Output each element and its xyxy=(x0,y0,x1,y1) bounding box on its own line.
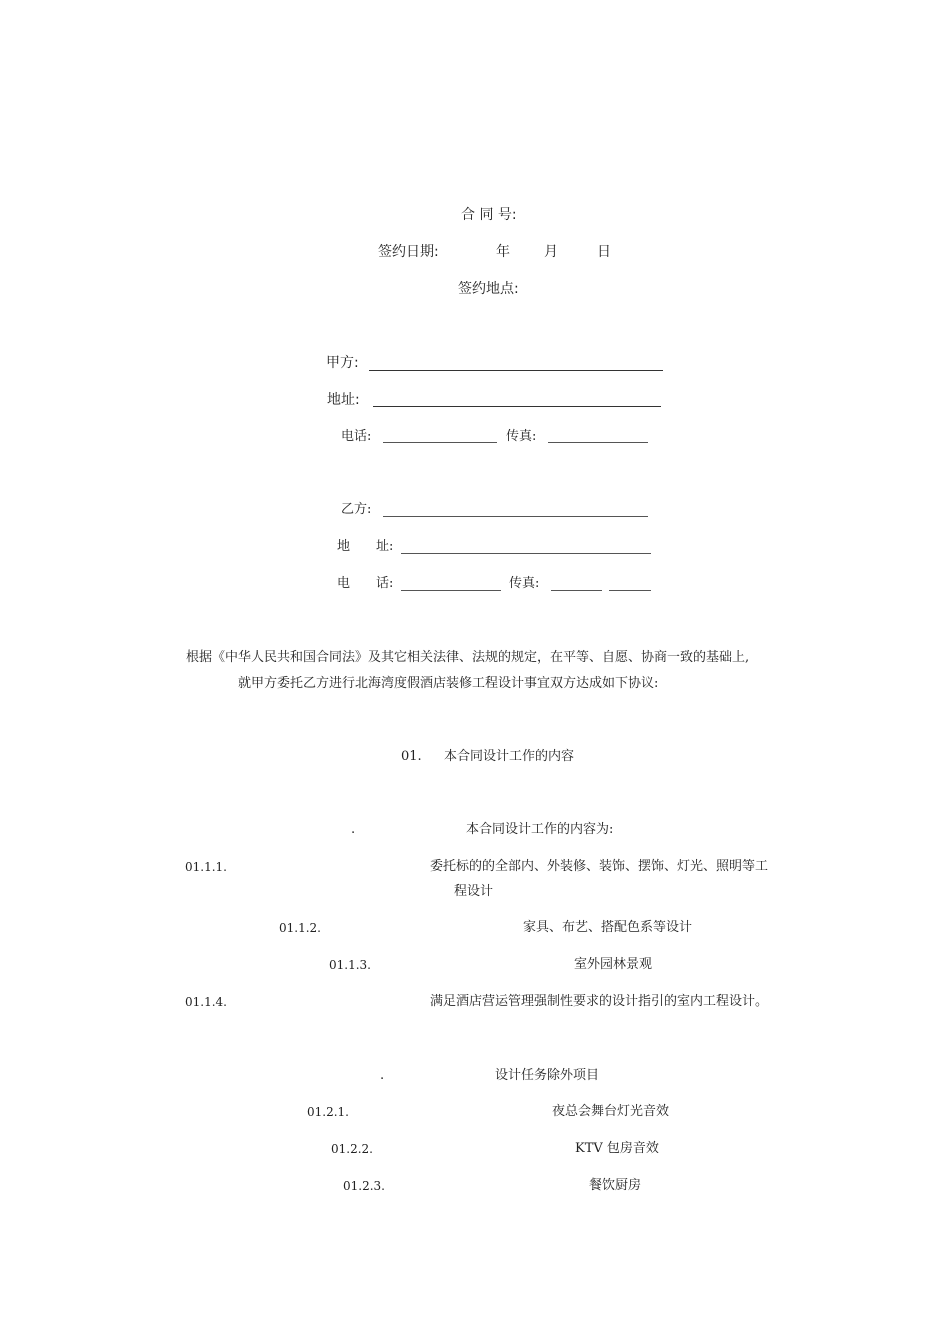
party-b-phone-label: 电 话: xyxy=(337,576,394,591)
sign-date-month: 月 xyxy=(544,244,558,260)
sign-place-label: 签约地点: xyxy=(458,281,519,297)
item-text: 室外园林景观 xyxy=(574,957,653,972)
party-b-name-blank xyxy=(383,516,648,517)
party-a-name-blank xyxy=(369,370,663,371)
section-1-title: 本合同设计工作的内容 xyxy=(444,749,575,764)
party-a-fax-label: 传真: xyxy=(506,429,537,444)
item-number: 01.1.3. xyxy=(329,958,371,972)
party-a-label: 甲方: xyxy=(326,355,359,371)
party-a-address-label: 地址: xyxy=(327,392,360,408)
party-b-address-blank xyxy=(401,553,651,554)
contract-number-label: 合 同 号: xyxy=(461,207,517,223)
party-a-phone-label: 电话: xyxy=(341,429,372,444)
party-b-fax-blank-1 xyxy=(551,590,602,591)
sub-2-title: 设计任务除外项目 xyxy=(495,1068,600,1083)
item-number: 01.2.1. xyxy=(307,1105,349,1119)
item-number: 01.2.2. xyxy=(331,1142,373,1156)
preamble-line-1: 根据《中华人民共和国合同法》及其它相关法律、法规的规定，在平等、自愿、协商一致的基础上, xyxy=(186,650,750,665)
sub-2-bullet: . xyxy=(380,1068,385,1083)
item-text-continued: 程设计 xyxy=(454,884,494,899)
party-b-address-label: 地 址: xyxy=(337,539,394,554)
party-b-phone-blank xyxy=(401,590,501,591)
party-a-fax-blank xyxy=(548,442,648,443)
sign-date-year: 年 xyxy=(496,244,510,260)
party-a-address-blank xyxy=(373,406,661,407)
party-a-phone-blank xyxy=(383,442,497,443)
party-b-label: 乙方: xyxy=(341,502,372,517)
item-text: 夜总会舞台灯光音效 xyxy=(552,1104,670,1119)
preamble-line-2: 就甲方委托乙方进行北海湾度假酒店装修工程设计事宜双方达成如下协议: xyxy=(238,676,659,691)
item-text: KTV 包房音效 xyxy=(575,1141,659,1156)
item-text: 家具、布艺、搭配色系等设计 xyxy=(523,920,693,935)
item-number: 01.2.3. xyxy=(343,1179,385,1193)
party-b-fax-blank-2 xyxy=(609,590,651,591)
sub-1-title: 本合同设计工作的内容为: xyxy=(466,822,614,837)
item-number: 01.1.1. xyxy=(185,860,227,874)
sign-date-label: 签约日期: xyxy=(378,244,439,260)
item-text: 餐饮厨房 xyxy=(589,1178,642,1193)
item-text: 委托标的的全部内、外装修、装饰、摆饰、灯光、照明等工 xyxy=(430,859,769,874)
item-number: 01.1.4. xyxy=(185,995,227,1009)
party-b-fax-label: 传真: xyxy=(509,576,540,591)
item-text: 满足酒店营运管理强制性要求的设计指引的室内工程设计。 xyxy=(430,994,769,1009)
section-1-number: 01. xyxy=(401,749,422,764)
sub-1-bullet: . xyxy=(351,822,356,837)
item-number: 01.1.2. xyxy=(279,921,321,935)
sign-date-day: 日 xyxy=(597,244,611,260)
